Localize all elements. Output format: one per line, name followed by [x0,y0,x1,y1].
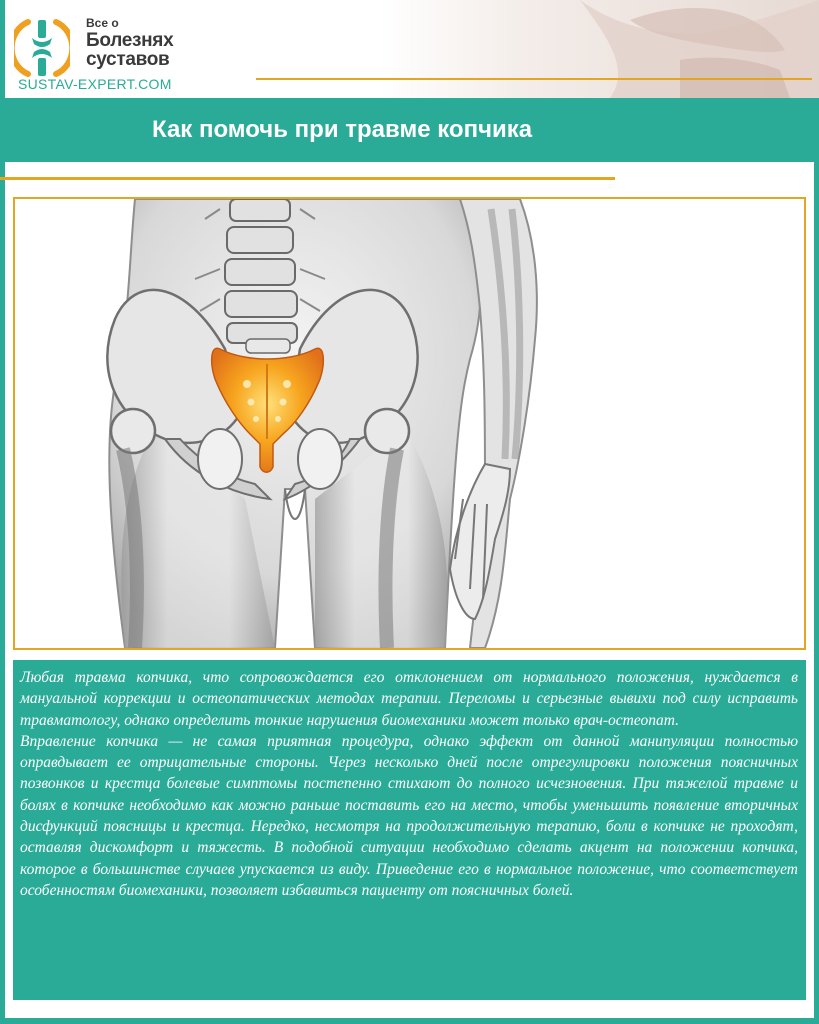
frame-bottom [0,1018,819,1024]
title-divider [0,177,615,180]
logo-text-line2: суставов [86,49,170,70]
logo-small-text: Все о [86,16,119,30]
paragraph-1: Любая травма копчика, что сопровождается его отклонением от нормального положения, нуждается в мануальной коррекции и остеопатических методах терапии. Переломы и серьезные вывихи под силу исправить травматологу, однако определить тонкие нарушения биомеханики может только врач-остеопат. [20,669,798,729]
joint-logo-icon [14,16,70,80]
logo-text-line1: Болезнях [86,30,174,51]
header-divider [256,78,812,80]
paragraph-2: Вправление копчика — не самая приятная процедура, однако эффект от данной манипуляции полностью оправдывает ее отрицательные стороны. Через несколько дней после отрегулировки положения поясничных позвонков и крестца болевые симптомы постепенно стихают до полного исчезновения. При тяжелой травме и болях в копчике необходимо как можно раньше поставить его на место, чтобы уменьшить появление вторичных дисфункций поясницы и крестца. Нередко, несмотря на продолжительную терапию, боли в копчике не проходят, оставляя дискомфорт и тяжесть. В подобной ситуации необходимо сделать акцент на положении копчика, которое в большинстве случаев упускается из виду. Приведение его в нормальное положение, что соответствует особенностям биомеханики, позволяет избавиться пациенту от поясничных болей. [20,732,798,899]
header [0,0,819,98]
page-title: Как помочь при травме копчика [152,116,533,143]
illustration-frame [13,197,806,650]
header-photo-hands [380,0,819,98]
article-text [13,660,806,901]
site-logo[interactable] [14,8,234,94]
pelvis-illustration [15,199,804,648]
article-text-box [13,660,806,1000]
logo-site-url[interactable]: SUSTAV-EXPERT.COM [18,76,172,92]
title-band [0,98,819,162]
